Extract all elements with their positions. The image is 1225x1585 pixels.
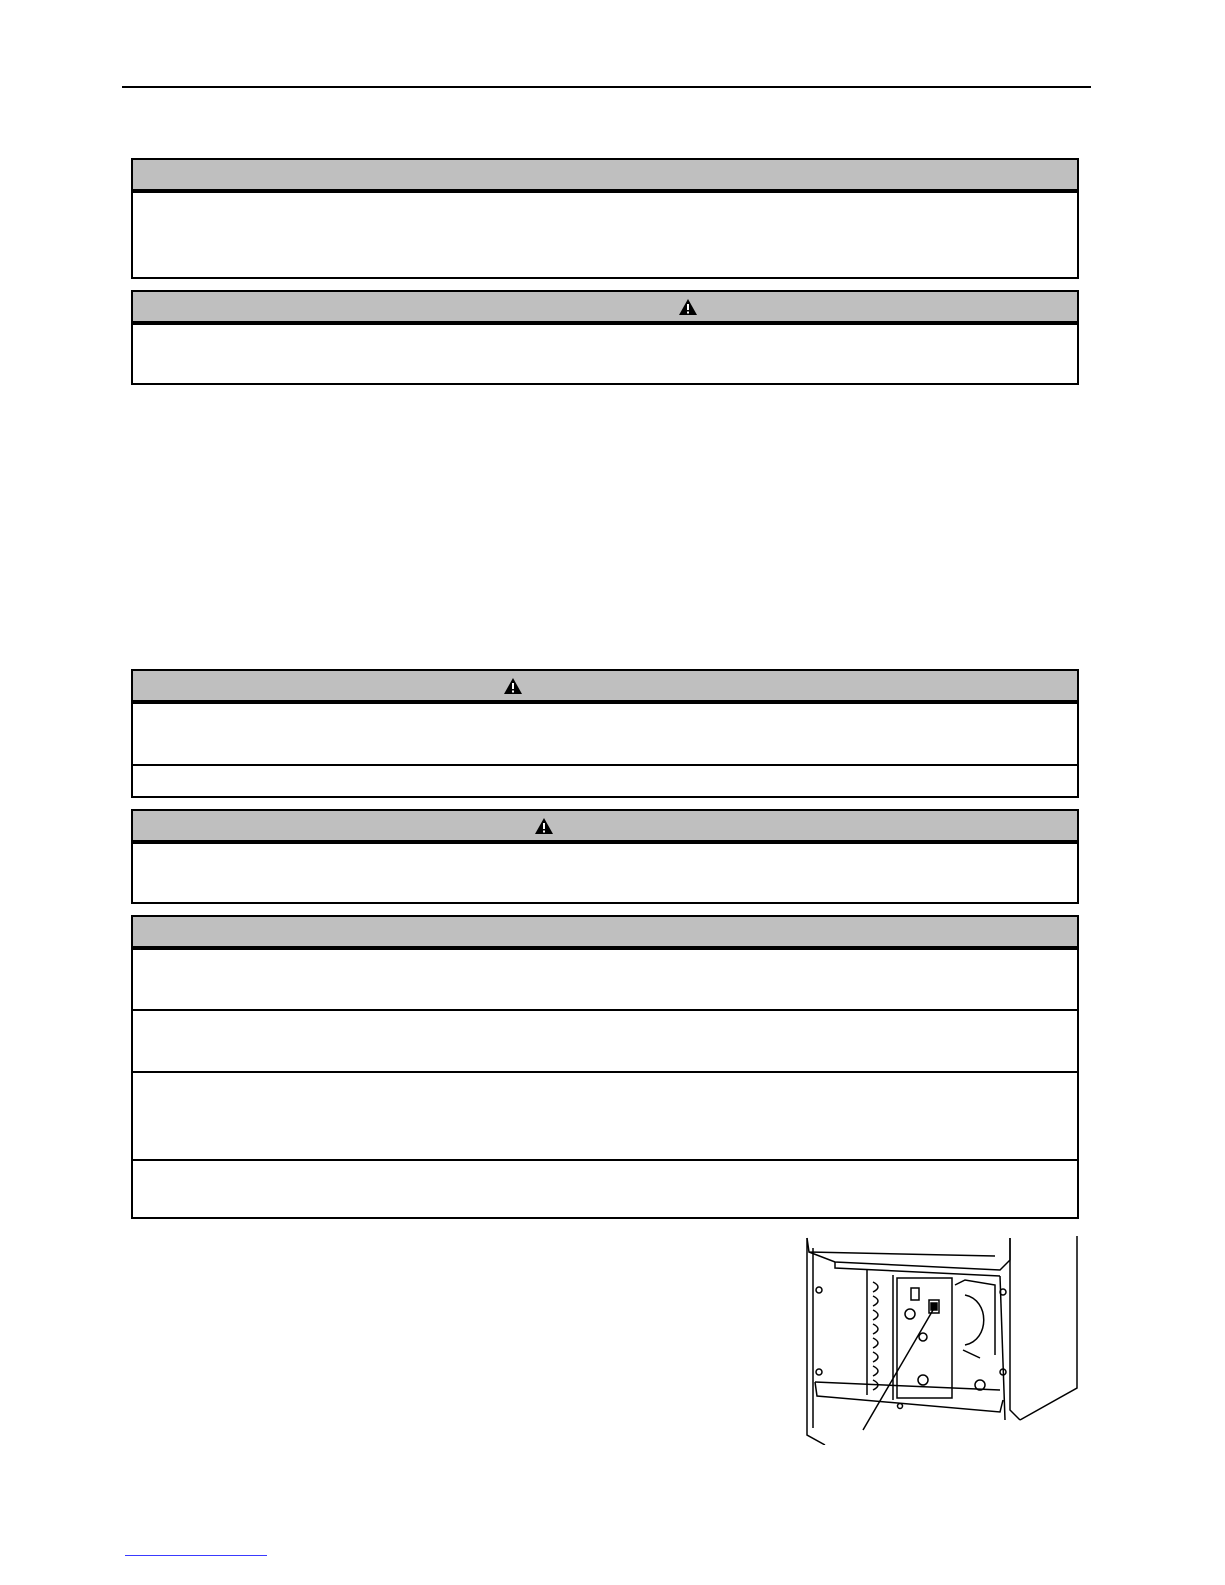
notice-body	[133, 1159, 1077, 1218]
footer-link-underline[interactable]	[125, 1555, 267, 1556]
notice-body	[133, 323, 1077, 383]
notice-body	[133, 842, 1077, 902]
warning-triangle-icon	[534, 817, 554, 835]
warning-triangle-icon	[678, 298, 698, 316]
notice-body	[133, 1071, 1077, 1159]
notice-box-4	[131, 809, 1079, 904]
notice-body	[133, 1009, 1077, 1071]
warning-header	[133, 671, 1077, 702]
warning-header	[133, 292, 1077, 323]
notice-header	[133, 917, 1077, 948]
header-rule	[122, 86, 1091, 88]
notice-body	[133, 764, 1077, 796]
warning-header	[133, 811, 1077, 842]
appliance-rear-base-illustration	[795, 1230, 1085, 1445]
notice-body	[133, 702, 1077, 764]
warning-triangle-icon	[503, 677, 523, 695]
notice-body	[133, 948, 1077, 1009]
notice-box-2	[131, 290, 1079, 385]
notice-header	[133, 160, 1077, 191]
notice-box-3	[131, 669, 1079, 798]
notice-box-5	[131, 915, 1079, 1219]
notice-box-1	[131, 158, 1079, 279]
notice-body	[133, 191, 1077, 277]
